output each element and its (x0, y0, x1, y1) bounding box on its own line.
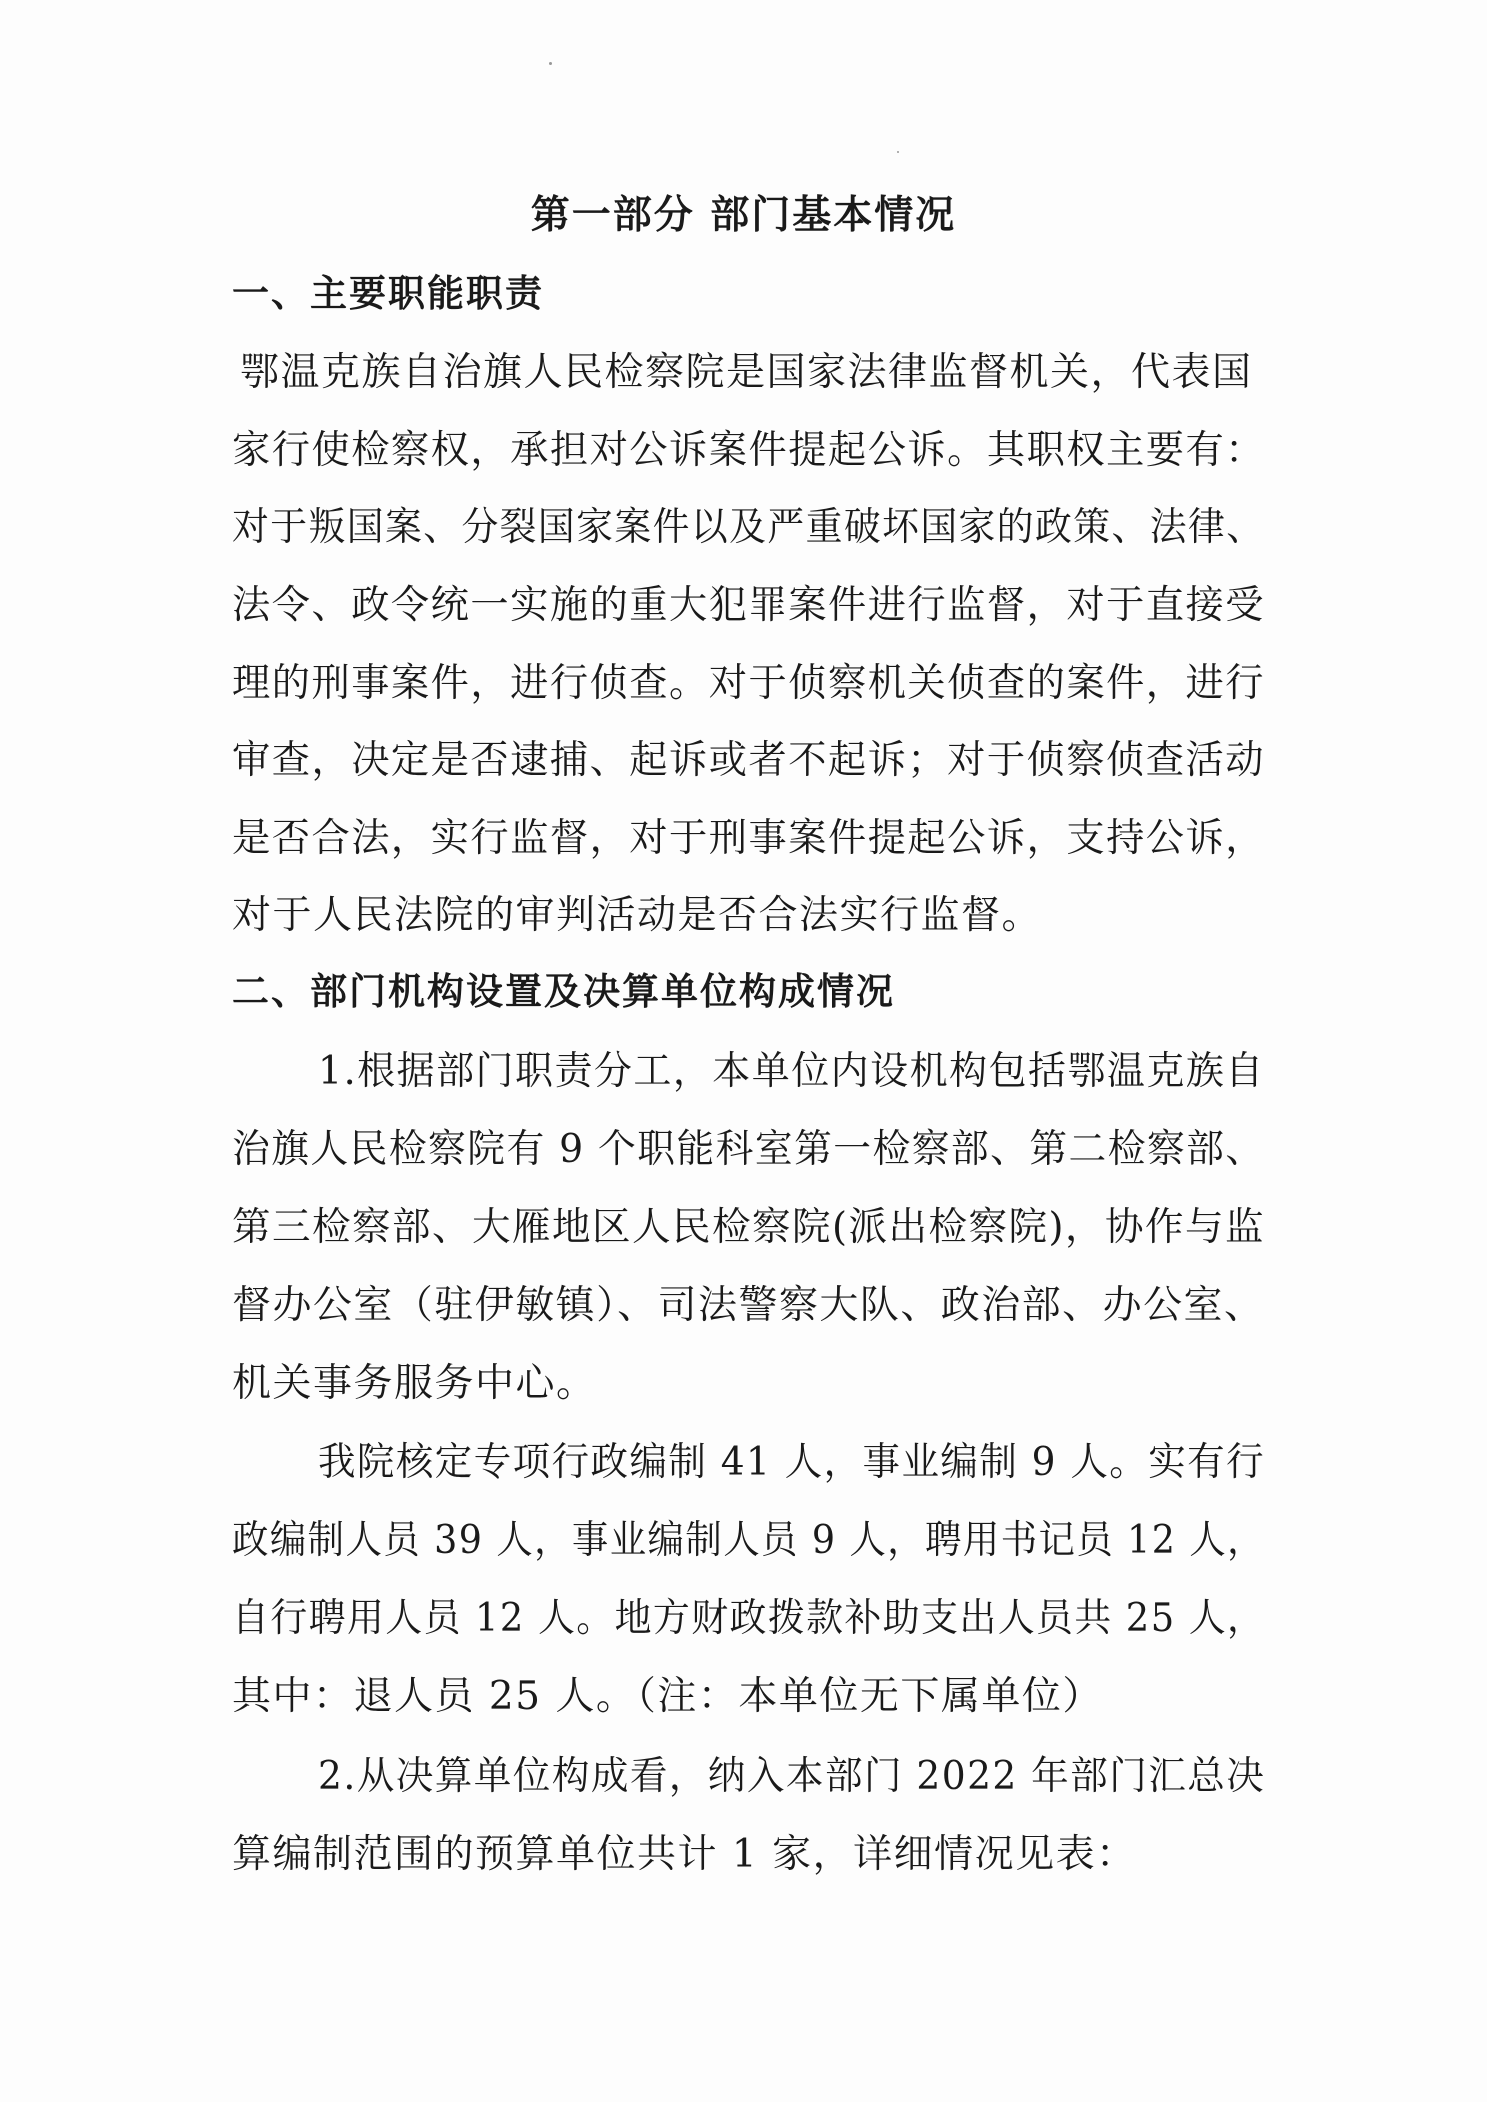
body-line: 对于叛国案、分裂国家案件以及严重破坏国家的政策、法律、 (232, 505, 1265, 550)
body-line: 理的刑事案件，进行侦查。对于侦察机关侦查的案件，进行 (232, 661, 1266, 706)
scan-speck (549, 62, 552, 65)
body-line: 1.根据部门职责分工，本单位内设机构包括鄂温克族自 (318, 1049, 1265, 1094)
body-line: 2.从决算单位构成看，纳入本部门 2022 年部门汇总决 (318, 1754, 1266, 1799)
body-line: 法令、政令统一实施的重大犯罪案件进行监督，对于直接受 (232, 583, 1266, 628)
body-line: 我院核定专项行政编制 41 人，事业编制 9 人。实有行 (318, 1440, 1266, 1485)
body-line: 审查，决定是否逮捕、起诉或者不起诉；对于侦察侦查活动 (232, 738, 1266, 783)
body-line: 鄂温克族自治旗人民检察院是国家法律监督机关，代表国 (240, 350, 1253, 395)
page-title: 第一部分 部门基本情况 (530, 193, 957, 238)
section-heading-2: 二、部门机构设置及决算单位构成情况 (232, 970, 895, 1013)
body-line: 自行聘用人员 12 人。地方财政拨款补助支出人员共 25 人， (232, 1596, 1266, 1641)
body-line: 对于人民法院的审判活动是否合法实行监督。 (232, 893, 1043, 938)
body-line: 家行使检察权，承担对公诉案件提起公诉。其职权主要有： (232, 428, 1266, 473)
body-line: 算编制范围的预算单位共计 1 家，详细情况见表： (232, 1832, 1137, 1877)
body-line: 其中：退人员 25 人。（注：本单位无下属单位） (232, 1674, 1103, 1719)
body-line: 是否合法，实行监督，对于刑事案件提起公诉，支持公诉， (232, 816, 1266, 861)
body-line: 治旗人民检察院有 9 个职能科室第一检察部、第二检察部、 (232, 1127, 1265, 1172)
body-line: 第三检察部、大雁地区人民检察院(派出检察院)，协作与监 (232, 1205, 1265, 1250)
scan-speck (897, 151, 899, 153)
body-line: 政编制人员 39 人，事业编制人员 9 人，聘用书记员 12 人， (232, 1518, 1265, 1563)
body-line: 督办公室（驻伊敏镇）、司法警察大队、政治部、办公室、 (232, 1283, 1265, 1328)
section-heading-1: 一、主要职能职责 (232, 272, 544, 315)
body-line: 机关事务服务中心。 (232, 1361, 597, 1406)
